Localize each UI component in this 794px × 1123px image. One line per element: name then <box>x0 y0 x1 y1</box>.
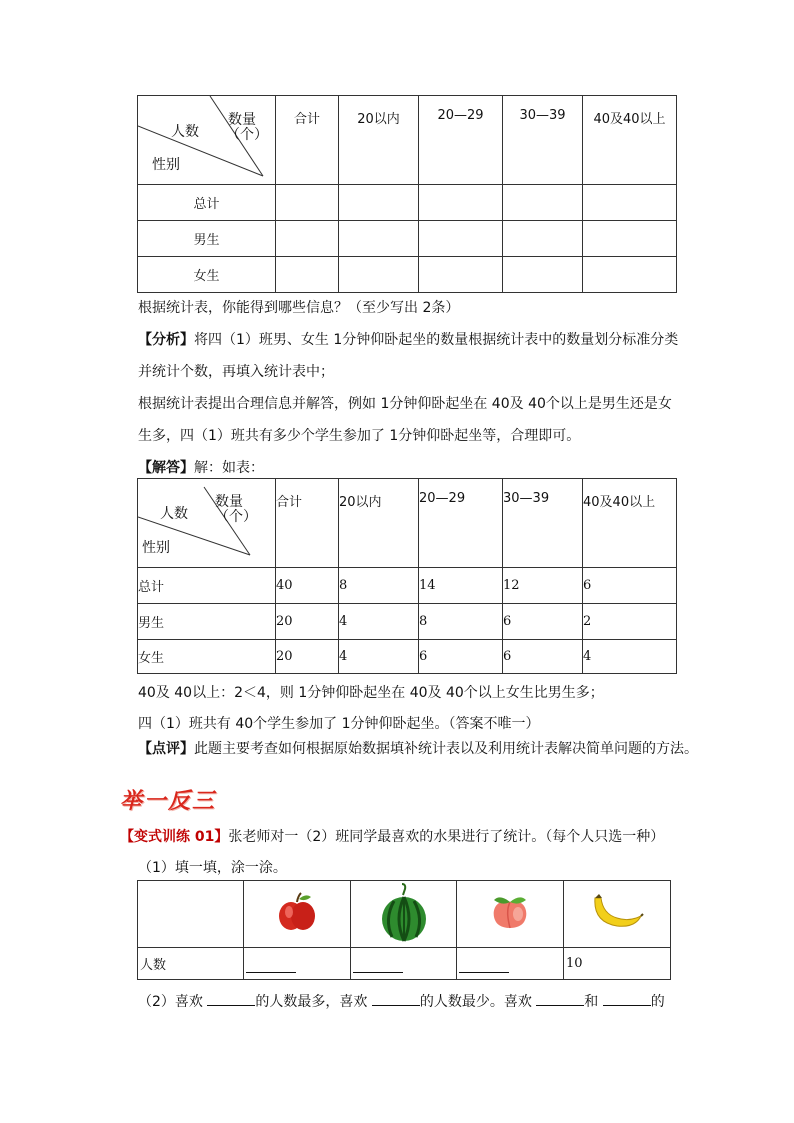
analysis-line-3: 根据统计表提出合理信息并解答，例如 1分钟仰卧起坐在 40及 40个以上是男生还是女 <box>138 396 672 412</box>
header-unit: （个） <box>215 509 257 525</box>
watermelon-count-field[interactable] <box>351 948 457 980</box>
table-cell <box>583 185 677 221</box>
analysis-line-4: 生多，四（1）班共有多少个学生参加了 1分钟仰卧起坐等，合理即可。 <box>138 428 581 444</box>
table-row <box>138 604 677 640</box>
col-header: 40及40以上 <box>583 96 677 185</box>
least-fruit-blank[interactable] <box>372 991 420 1006</box>
answer-text: 解：如表： <box>194 460 264 476</box>
comment-line <box>138 738 698 758</box>
filled-statistics-table <box>137 478 677 674</box>
col-header: 20以内 <box>339 96 419 185</box>
table-cell: 4 <box>583 640 677 674</box>
row-label: 男生 <box>138 221 276 257</box>
banana-icon <box>589 892 645 932</box>
table-cell: 20 <box>276 640 339 674</box>
table-cell <box>583 221 677 257</box>
row-label: 男生 <box>138 604 276 640</box>
table-cell <box>419 185 503 221</box>
most-fruit-blank[interactable] <box>207 991 255 1006</box>
apple-count-field[interactable] <box>244 948 351 980</box>
header-people: 人数 <box>171 124 199 140</box>
row-label: 总计 <box>138 568 276 604</box>
fruit-table <box>137 880 671 980</box>
comment-text: 此题主要考查如何根据原始数据填补统计表以及利用统计表解决简单问题的方法。 <box>194 741 698 757</box>
fruit-blank-4[interactable] <box>603 991 651 1006</box>
apple-cell <box>244 881 351 948</box>
watermelon-cell <box>351 881 457 948</box>
analysis-text-1: 将四（1）班男、女生 1分钟仰卧起坐的数量根据统计表中的数量划分标准分类 <box>194 332 679 348</box>
table-cell <box>339 257 419 293</box>
conclusion-2: 四（1）班共有 40个学生参加了 1分钟仰卧起坐。（答案不唯一） <box>138 716 540 732</box>
header-people: 人数 <box>160 506 188 522</box>
col-header: 20—29 <box>419 96 503 185</box>
table-cell <box>419 221 503 257</box>
table-cell: 6 <box>503 640 583 674</box>
answer-tag: 【解答】 <box>138 460 194 476</box>
header-quantity: 数量 <box>215 494 243 510</box>
table-cell: 4 <box>339 604 419 640</box>
col-header: 30—39 <box>503 96 583 185</box>
table-cell: 8 <box>339 568 419 604</box>
peach-icon <box>488 892 532 932</box>
diagonal-header <box>138 96 276 185</box>
part2-text-a: （2）喜欢 <box>138 994 203 1010</box>
table-cell: 2 <box>583 604 677 640</box>
table-row <box>138 185 677 221</box>
table-cell: 4 <box>339 640 419 674</box>
table-cell <box>276 221 339 257</box>
answer-line <box>138 457 264 477</box>
table-cell: 14 <box>419 568 503 604</box>
row-label: 人数 <box>138 948 244 980</box>
banana-cell <box>564 881 671 948</box>
banana-count-cell: 10 <box>564 948 671 980</box>
comment-tag: 【点评】 <box>138 741 194 757</box>
analysis-line-2: 并统计个数，再填入统计表中； <box>138 364 334 380</box>
empty-corner-cell <box>138 881 244 948</box>
part2-text-c: 的人数最少。喜欢 <box>419 994 532 1010</box>
peach-cell <box>457 881 564 948</box>
row-label: 总计 <box>138 185 276 221</box>
table-cell: 6 <box>583 568 677 604</box>
col-header: 合计 <box>276 96 339 185</box>
table-row <box>138 568 677 604</box>
table-cell: 8 <box>419 604 503 640</box>
table-row <box>138 257 677 293</box>
col-header: 30—39 <box>503 479 583 568</box>
exercise-line <box>120 826 664 846</box>
row-label: 女生 <box>138 257 276 293</box>
table-cell <box>276 185 339 221</box>
part2-text-d: 和 <box>584 994 599 1010</box>
row-label: 女生 <box>138 640 276 674</box>
table-cell <box>503 257 583 293</box>
table-cell: 20 <box>276 604 339 640</box>
table-cell <box>419 257 503 293</box>
table-cell <box>583 257 677 293</box>
watermelon-icon <box>380 881 428 943</box>
header-gender: 性别 <box>142 540 170 556</box>
conclusion-1: 40及 40以上：2＜4，则 1分钟仰卧起坐在 40及 40个以上女生比男生多； <box>138 685 604 701</box>
part2-text-e: 的 <box>650 994 665 1010</box>
table-cell: 40 <box>276 568 339 604</box>
apple-icon <box>275 890 319 934</box>
table-cell: 6 <box>503 604 583 640</box>
table-cell <box>339 221 419 257</box>
table-cell <box>503 221 583 257</box>
section-title: 举一反三 <box>120 788 217 814</box>
table-row <box>138 948 671 980</box>
part2-text-b: 的人数最多，喜欢 <box>255 994 368 1010</box>
col-header: 20以内 <box>339 479 419 568</box>
analysis-tag: 【分析】 <box>138 332 194 348</box>
exercise-tag: 【变式训练 01】 <box>120 829 229 845</box>
diagonal-header <box>138 479 276 568</box>
table-cell: 12 <box>503 568 583 604</box>
col-header: 合计 <box>276 479 339 568</box>
exercise-part2 <box>138 991 665 1011</box>
peach-count-field[interactable] <box>457 948 564 980</box>
analysis-line-1 <box>138 329 678 349</box>
col-header: 20—29 <box>419 479 503 568</box>
header-quantity: 数量 <box>228 112 256 128</box>
fruit-blank-3[interactable] <box>536 991 584 1006</box>
exercise-text: 张老师对一（2）班同学最喜欢的水果进行了统计。（每个人只选一种） <box>228 829 665 845</box>
table-row <box>138 221 677 257</box>
blank-statistics-table <box>137 95 677 293</box>
question-text: 根据统计表，你能得到哪些信息？（至少写出 2条） <box>138 300 460 316</box>
table-cell <box>503 185 583 221</box>
table-row <box>138 640 677 674</box>
header-unit: （个） <box>226 127 268 143</box>
header-gender: 性别 <box>152 157 180 173</box>
col-header: 40及40以上 <box>583 479 677 568</box>
exercise-part1: （1）填一填，涂一涂。 <box>138 860 287 876</box>
table-cell <box>339 185 419 221</box>
table-cell: 6 <box>419 640 503 674</box>
table-cell <box>276 257 339 293</box>
